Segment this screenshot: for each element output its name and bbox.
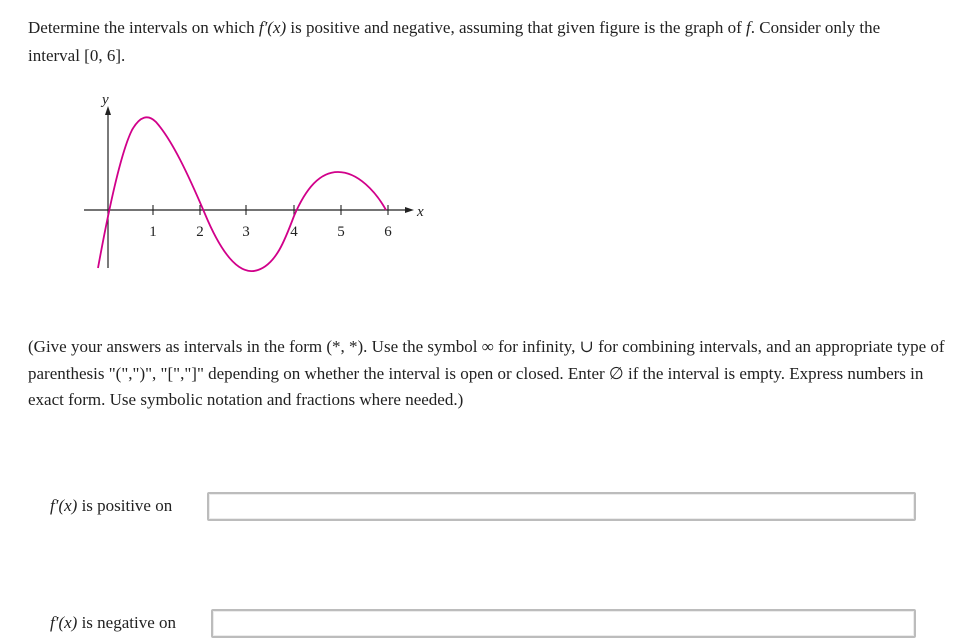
- x-tick-label-4: 4: [290, 224, 298, 240]
- y-axis-label: y: [102, 92, 109, 108]
- x-tick-label-3: 3: [242, 224, 250, 240]
- question-fprime: f′(x): [258, 18, 287, 37]
- negative-interval-input[interactable]: [211, 609, 916, 638]
- x-tick-label-2: 2: [196, 224, 204, 240]
- question-text: [28, 14, 950, 70]
- x-axis-arrow-icon: [405, 207, 414, 213]
- positive-fn: f′(x): [50, 496, 78, 515]
- x-tick-label-6: 6: [384, 224, 392, 240]
- question-f: f: [746, 18, 751, 37]
- x-tick-label-1: 1: [149, 224, 157, 240]
- positive-interval-input[interactable]: [207, 492, 916, 521]
- x-axis-label: x: [417, 204, 424, 220]
- question-part3: . Consider only the: [750, 18, 881, 37]
- positive-label-text: is positive on: [77, 496, 173, 515]
- negative-label: [50, 612, 176, 634]
- negative-fn: f′(x): [50, 613, 78, 632]
- question-part2: is positive and negative, assuming that given figure is the graph of: [286, 18, 747, 37]
- function-graph: [80, 92, 440, 272]
- instructions-text: (Give your answers as intervals in the form (*, *). Use the symbol ∞ for infinity, ∪ for combining intervals, and an appropriate type of parenthesis "(",")", "[","]" depending on whether the interval is open or closed. Enter ∅ if the interval is empty. Express numbers in exact form. Use symbolic notation and fractions where needed.): [28, 337, 945, 409]
- question-part1: Determine the intervals on which: [28, 18, 259, 37]
- question-line2: interval [0, 6].: [28, 46, 126, 65]
- x-tick-label-5: 5: [337, 224, 345, 240]
- function-curve: [98, 117, 386, 271]
- negative-label-text: is negative on: [77, 613, 176, 632]
- positive-label: [50, 495, 172, 517]
